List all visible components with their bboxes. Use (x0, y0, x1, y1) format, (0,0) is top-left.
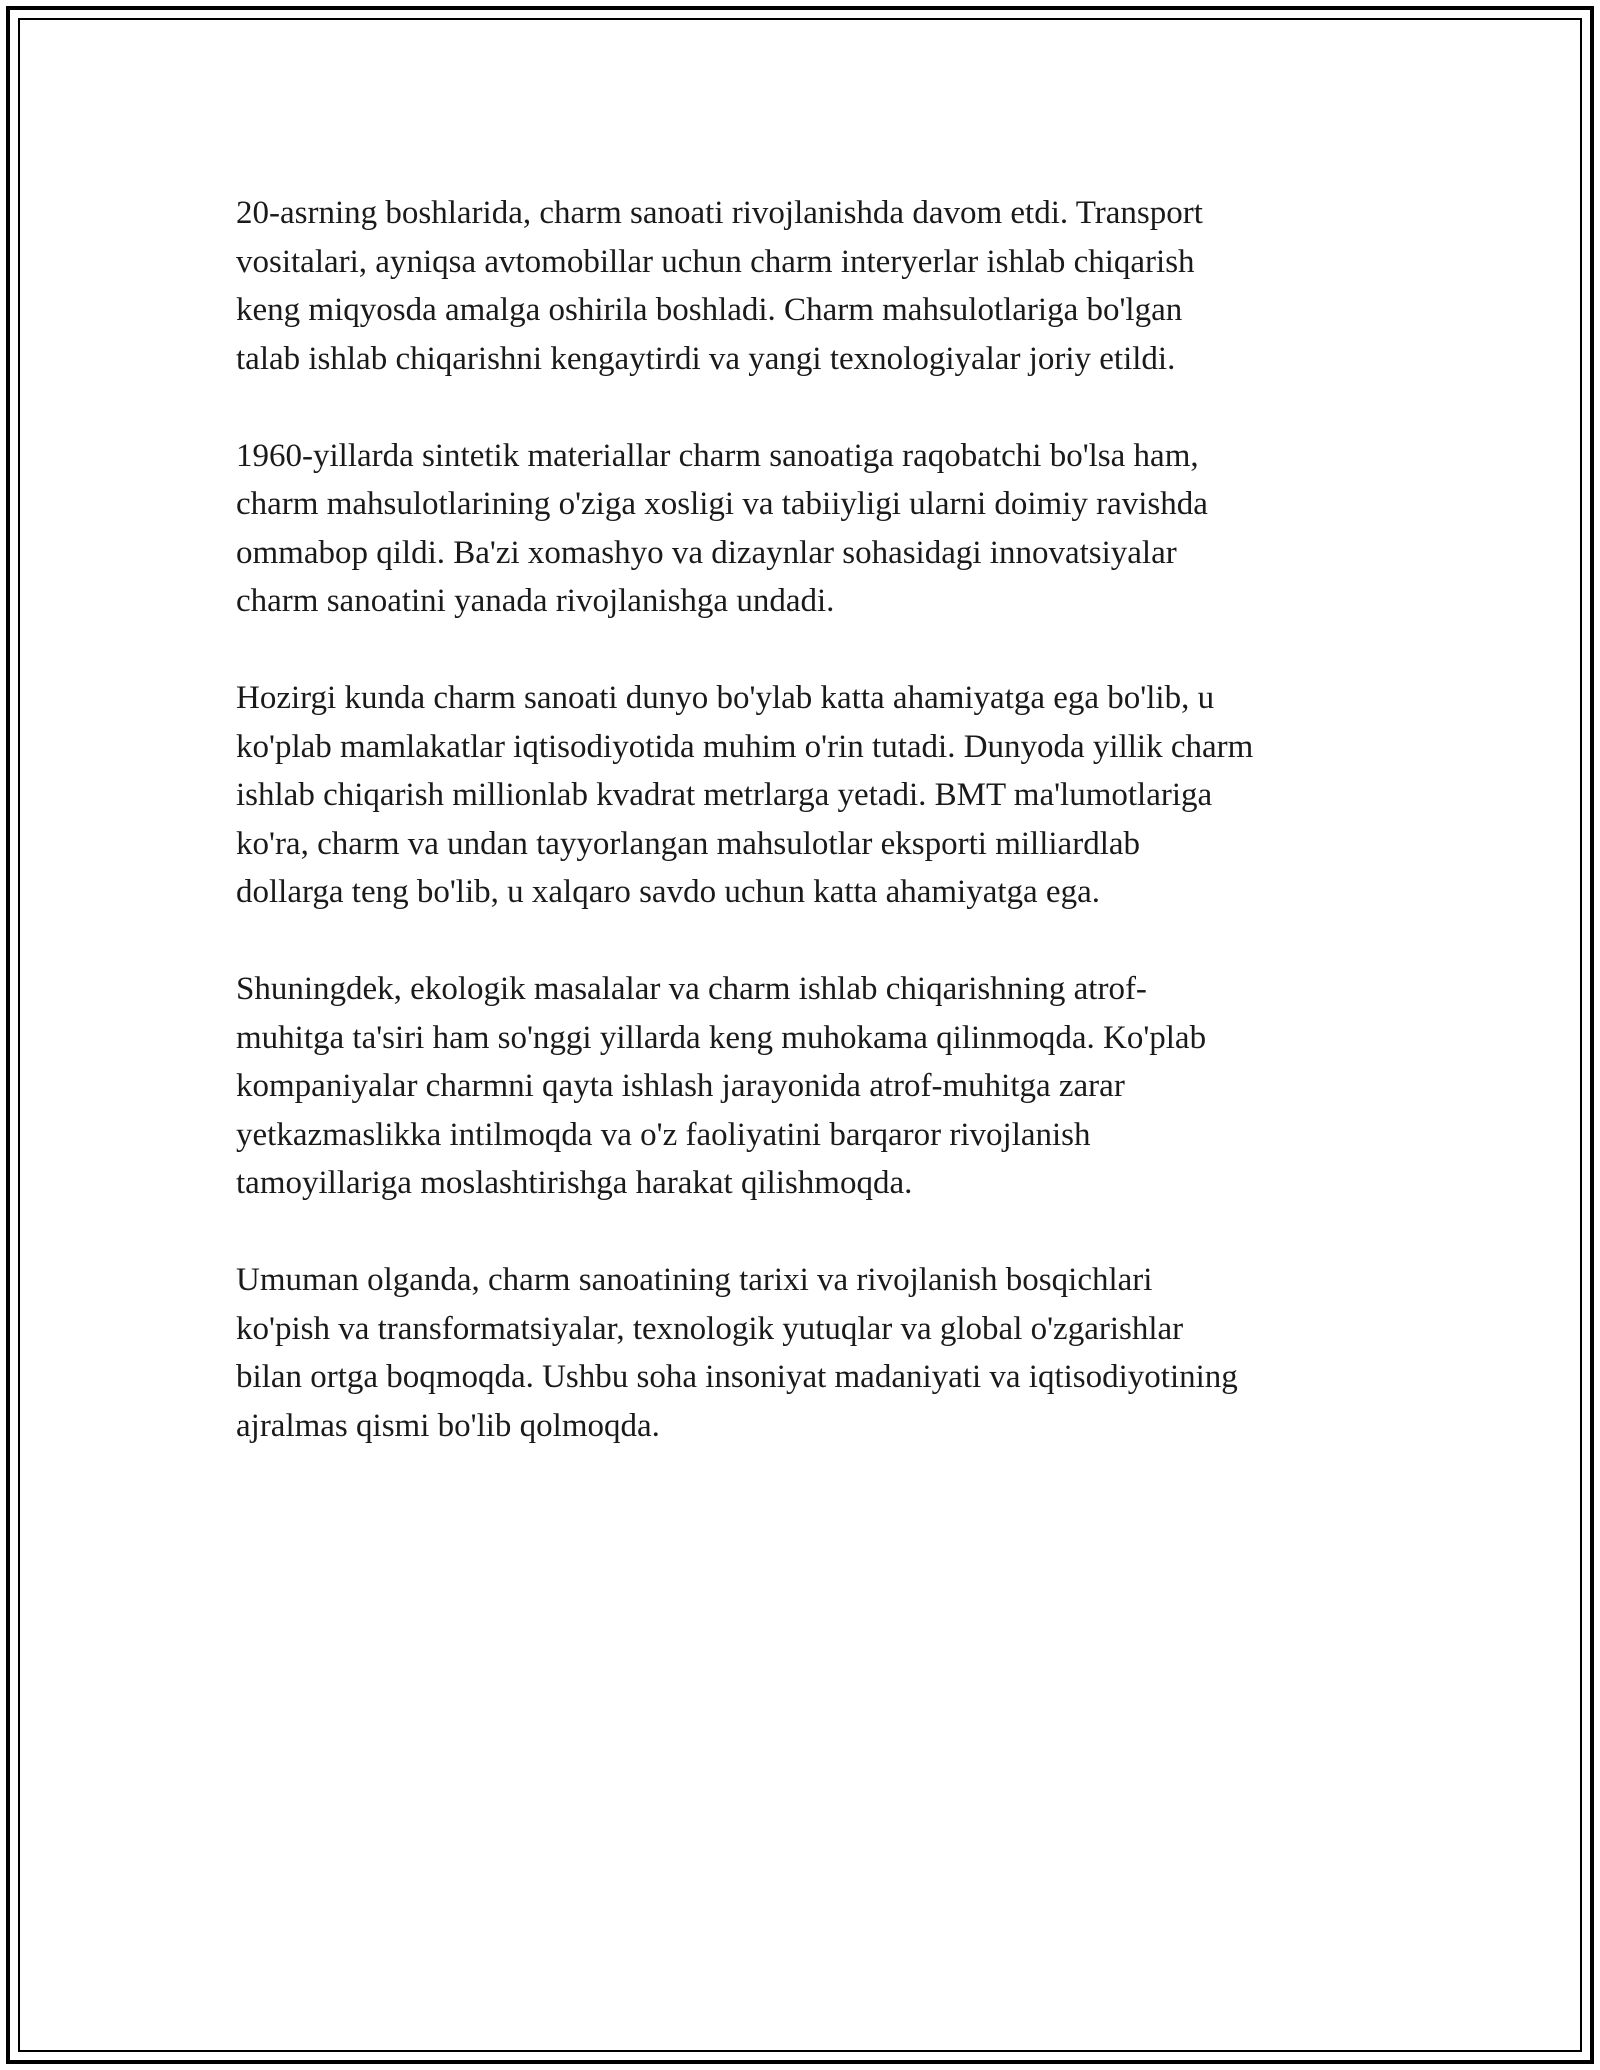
text-line: 1960-yillarda sintetik materiallar charm sanoatiga raqobatchi bo'lsa ham, (236, 437, 1199, 474)
text-line: charm mahsulotlarining o'ziga xosligi va tabiiyligi ularni doimiy ravishda (236, 486, 1208, 523)
text-line: 20-asrning boshlarida, charm sanoati rivojlanishda davom etdi. Transport (236, 195, 1203, 231)
document-body (236, 189, 1396, 1499)
text-line: ko'plab mamlakatlar iqtisodiyotida muhim o'rin tutadi. Dunyoda yillik charm (236, 728, 1254, 765)
text-line: tamoyillariga moslashtirishga harakat qilishmoqda. (236, 1165, 913, 1202)
paragraph-4 (236, 965, 1396, 1208)
paragraph-5 (236, 1256, 1396, 1450)
text-line: charm sanoatini yanada rivojlanishga undadi. (236, 583, 835, 620)
text-line: ko'ra, charm va undan tayyorlangan mahsulotlar eksporti milliardlab (236, 825, 1141, 862)
text-line: talab ishlab chiqarishni kengaytirdi va yangi texnologiyalar joriy etildi. (236, 340, 1176, 377)
text-line: yetkazmaslikka intilmoqda va o'z faoliyatini barqaror rivojlanish (236, 1116, 1091, 1153)
text-line: dollarga teng bo'lib, u xalqaro savdo uchun katta ahamiyatga ega. (236, 874, 1100, 911)
text-line: vositalari, ayniqsa avtomobillar uchun charm interyerlar ishlab chiqarish (236, 243, 1195, 280)
paragraph-1 (236, 189, 1396, 383)
text-line: ko'pish va transformatsiyalar, texnologik yutuqlar va global o'zgarishlar (236, 1310, 1184, 1347)
text-line: muhitga ta'siri ham so'nggi yillarda keng muhokama qilinmoqda. Ko'plab (236, 1019, 1207, 1056)
text-line: ajralmas qismi bo'lib qolmoqda. (236, 1407, 660, 1444)
text-line: Hozirgi kunda charm sanoati dunyo bo'ylab katta ahamiyatga ega bo'lib, u (236, 680, 1215, 717)
text-line: ommabop qildi. Ba'zi xomashyo va dizaynlar sohasidagi innovatsiyalar (236, 534, 1177, 571)
text-line: keng miqyosda amalga oshirila boshladi. Charm mahsulotlariga bo'lgan (236, 292, 1183, 328)
text-line: bilan ortga boqmoqda. Ushbu soha insoniyat madaniyati va iqtisodiyotining (236, 1359, 1238, 1396)
paragraph-2 (236, 432, 1396, 626)
paragraph-3 (236, 674, 1396, 917)
text-line: Umuman olganda, charm sanoatining tarixi va rivojlanish bosqichlari (236, 1262, 1153, 1299)
text-line: ishlab chiqarish millionlab kvadrat metrlarga yetadi. BMT ma'lumotlariga (236, 777, 1213, 814)
text-line: kompaniyalar charmni qayta ishlash jarayonida atrof-muhitga zarar (236, 1068, 1125, 1105)
text-line: Shuningdek, ekologik masalalar va charm ishlab chiqarishning atrof- (236, 971, 1147, 1008)
